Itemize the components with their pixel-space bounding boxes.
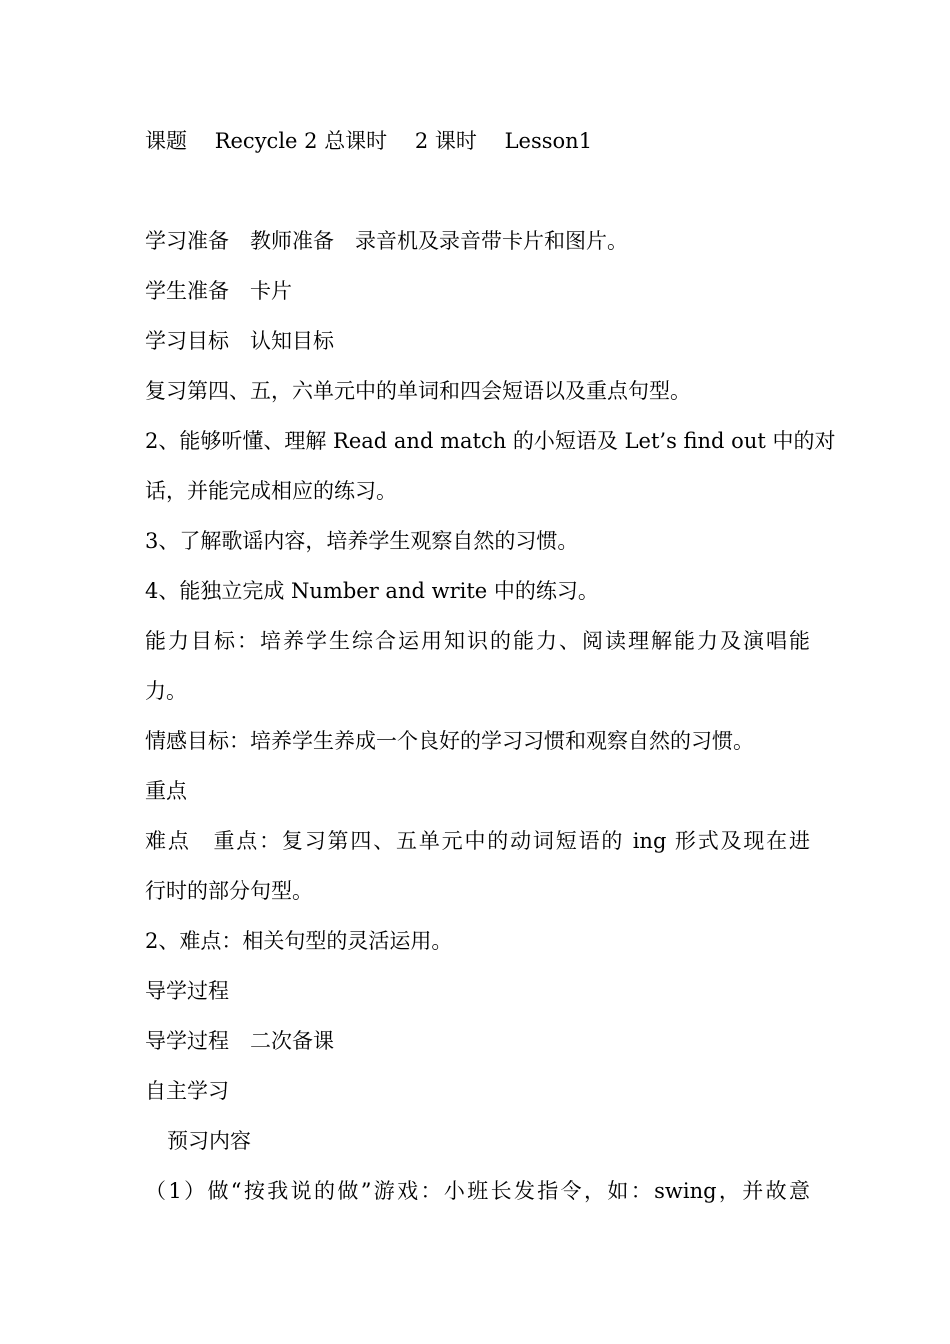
difficulty-line1: 难点 重点：复习第四、五单元中的动词短语的 ing 形式及现在进	[145, 829, 810, 853]
key-point-heading: 重点	[145, 779, 187, 803]
topic-value: Recycle 2	[214, 129, 318, 153]
learning-goal-line: 学习目标 认知目标	[145, 329, 334, 353]
goal-item-4: 4、能独立完成 Number and write 中的练习。	[145, 579, 599, 603]
ability-goal-line2: 力。	[145, 679, 187, 703]
difficulty-line2: 行时的部分句型。	[145, 879, 313, 903]
goal-item-3: 3、了解歌谣内容，培养学生观察自然的习惯。	[145, 529, 579, 553]
goal-item-2-line1: 2、能够听懂、理解 Read and match 的小短语及 Let’s find out 中的对	[145, 429, 836, 453]
difficulty-item-2: 2、难点：相关句型的灵活运用。	[145, 929, 453, 953]
guided-process-subheading: 导学过程 二次备课	[145, 1029, 334, 1053]
emotion-goal-line: 情感目标：培养学生养成一个良好的学习习惯和观察自然的习惯。	[145, 729, 754, 753]
title-line	[145, 126, 810, 156]
prep-line: 学习准备 教师准备 录音机及录音带卡片和图片。	[145, 229, 628, 253]
preview-content-heading: 预习内容	[167, 1129, 251, 1153]
ability-goal-line1: 能力目标：培养学生综合运用知识的能力、阅读理解能力及演唱能	[145, 629, 810, 653]
total-hours-value: 2 课时	[414, 129, 477, 153]
lesson-label: Lesson1	[504, 129, 593, 153]
review-line: 复习第四、五，六单元中的单词和四会短语以及重点句型。	[145, 379, 691, 403]
self-study-heading: 自主学习	[145, 1079, 229, 1103]
student-prep-line: 学生准备 卡片	[145, 279, 292, 303]
total-hours-label: 总课时	[324, 129, 388, 153]
guided-process-heading: 导学过程	[145, 979, 229, 1003]
game-instruction-line: （1）做“按我说的做”游戏：小班长发指令，如：swing，并故意	[145, 1179, 810, 1203]
topic-label: 课题	[145, 129, 187, 153]
goal-item-2-line2: 话，并能完成相应的练习。	[145, 479, 397, 503]
